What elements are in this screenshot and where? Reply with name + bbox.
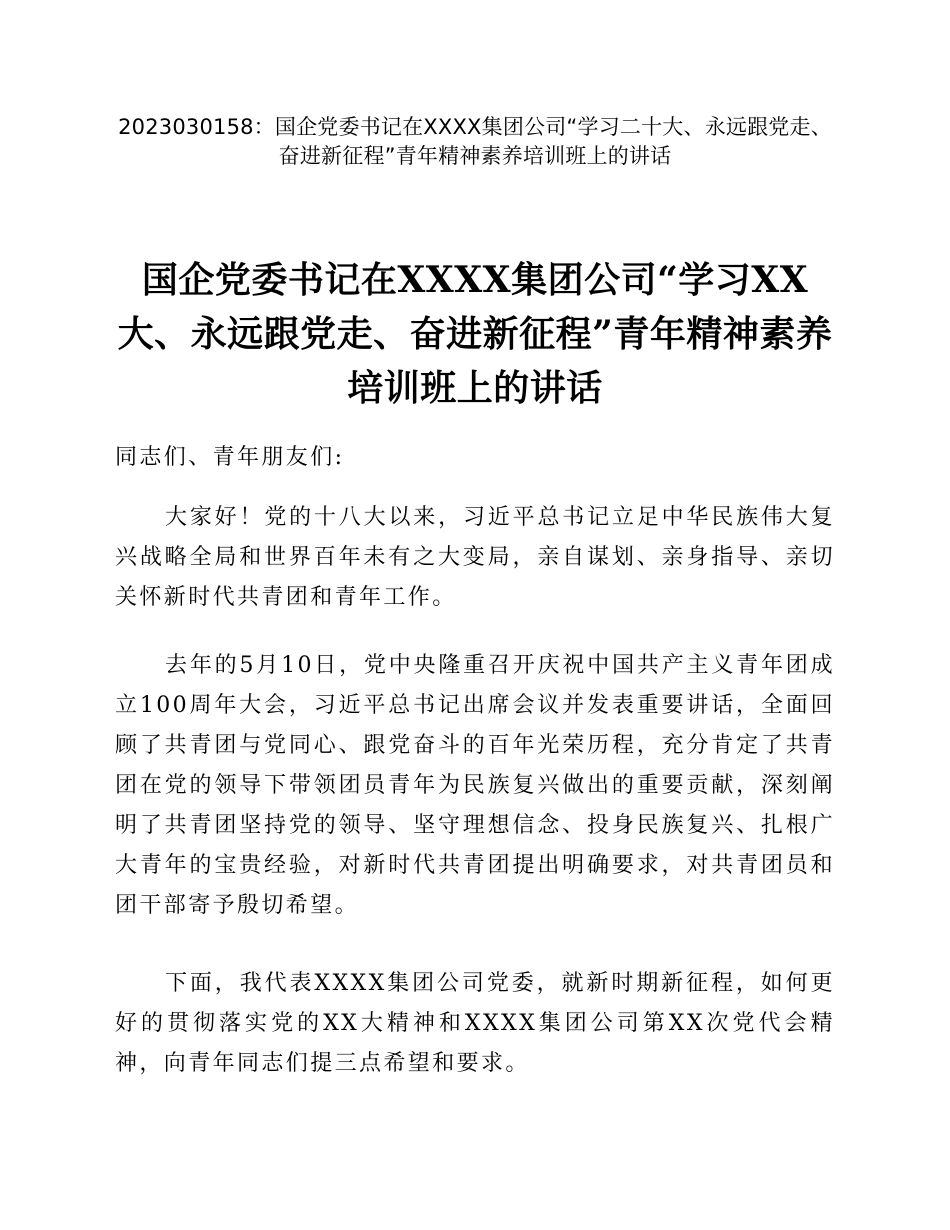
paragraph-2: 去年的5月10日，党中央隆重召开庆祝中国共产主义青年团成立100周年大会，习近平总书记出席会议并发表重要讲话，全面回顾了共青团与党同心、跟党奋斗的百年光荣历程，充分肯定了共青团在党的领导下带领团员青年为民族复兴做出的重要贡献，深刻阐明了共青团坚持党的领导、坚守理想信念、投身民族复兴、扎根广大青年的宝贵经验，对新时代共青团提出明确要求，对共青团员和团干部寄予殷切希望。 — [115, 653, 835, 918]
document-header: 2023030158：国企党委书记在XXXX集团公司“学习二十大、永远跟党走、奋进新征程”青年精神素养培训班上的讲话 — [118, 115, 832, 168]
document-title: 国企党委书记在XXXX集团公司“学习XX大、永远跟党走、奋进新征程”青年精神素养培训班上的讲话 — [117, 259, 833, 409]
paragraph-3: 下面，我代表XXXX集团公司党委，就新时期新征程，如何更好的贯彻落实党的XX大精神和XXXX集团公司第XX次党代会精神，向青年同志们提三点希望和要求。 — [115, 971, 835, 1076]
paragraph-1: 大家好！党的十八大以来，习近平总书记立足中华民族伟大复兴战略全局和世界百年未有之大变局，亲自谋划、亲身指导、亲切关怀新时代共青团和青年工作。 — [115, 505, 835, 610]
salutation: 同志们、青年朋友们: — [115, 445, 345, 470]
